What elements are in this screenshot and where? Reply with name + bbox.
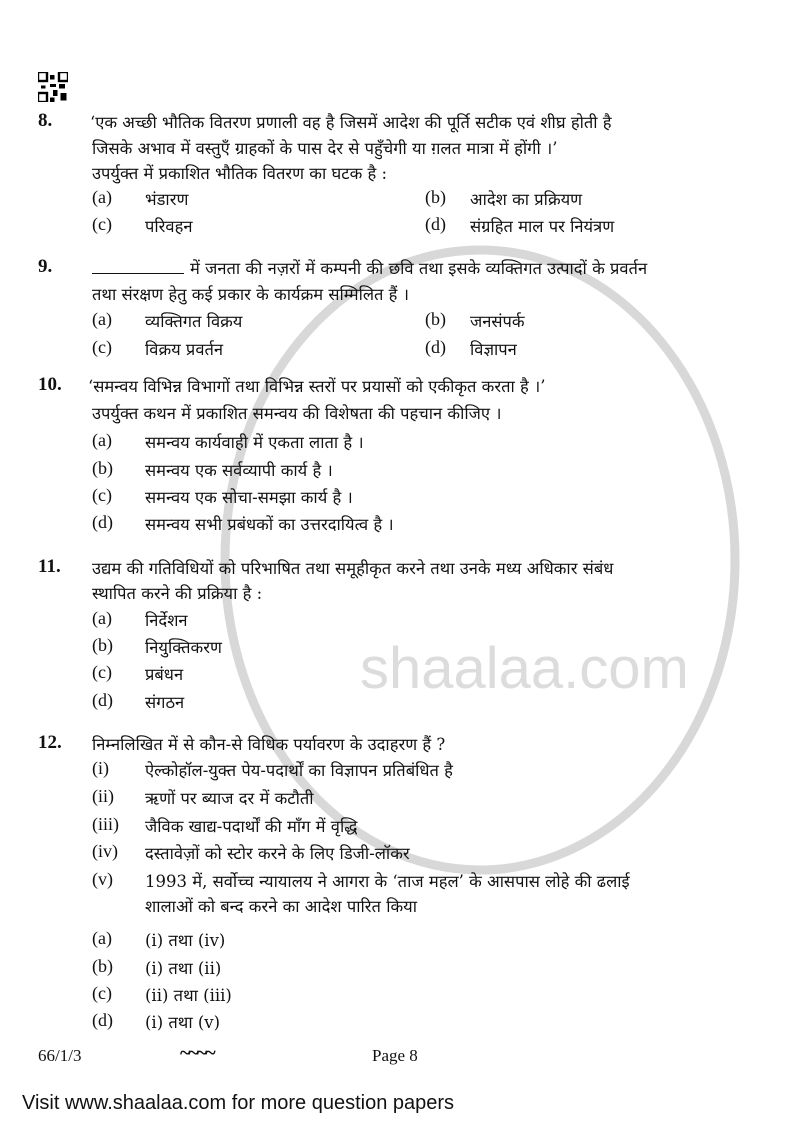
- statement-label: (iv): [92, 841, 118, 861]
- option-text: संगठन: [145, 693, 185, 712]
- option-label: (d): [425, 337, 446, 357]
- option-text: आदेश का प्रक्रियण: [470, 190, 583, 209]
- option-label: (b): [425, 309, 446, 329]
- option-label: (c): [92, 214, 112, 234]
- option-label: (d): [92, 1010, 113, 1030]
- option-label: (c): [92, 485, 112, 505]
- option-text: व्यक्तिगत विक्रय: [145, 312, 243, 331]
- visit-link-text[interactable]: Visit www.shaalaa.com for more question papers: [22, 1092, 455, 1114]
- statement-text: दस्तावेज़ों को स्टोर करने के लिए डिजी-लॉकर: [145, 844, 410, 863]
- option-text: समन्वय कार्यवाही में एकता लाता है ।: [145, 433, 364, 452]
- option-label: (b): [425, 187, 446, 207]
- statement-text: 1993 में, सर्वोच्च न्यायालय ने आगरा के ‘ताज महल’ के आसपास लोहे की ढलाई: [145, 872, 630, 891]
- question-text: उद्यम की गतिविधियों को परिभाषित तथा समूहीकृत करने तथा उनके मध्य अधिकार संबंध: [92, 559, 614, 578]
- option-label: (a): [92, 928, 112, 948]
- option-text: विक्रय प्रवर्तन: [145, 340, 224, 359]
- qr-code-icon: [38, 72, 68, 102]
- question-number: 10.: [38, 374, 62, 395]
- option-label: (b): [92, 635, 113, 655]
- option-label: (b): [92, 458, 113, 478]
- statement-label: (iii): [92, 814, 119, 834]
- question-text: निम्नलिखित में से कौन-से विधिक पर्यावरण के उदाहरण हैं ?: [92, 735, 446, 754]
- question-text: स्थापित करने की प्रक्रिया है :: [92, 584, 263, 603]
- footer-ornament: ~~~~: [180, 1042, 214, 1064]
- option-label: (a): [92, 430, 112, 450]
- option-text: समन्वय सभी प्रबंधकों का उत्तरदायित्व है ।: [145, 515, 394, 534]
- statement-text: शालाओं को बन्द करने का आदेश पारित किया: [145, 897, 417, 916]
- option-label: (d): [425, 214, 446, 234]
- option-text: प्रबंधन: [145, 665, 184, 684]
- option-text: (ii) तथा (iii): [145, 986, 232, 1005]
- option-label: (b): [92, 956, 113, 976]
- question-text: उपर्युक्त कथन में प्रकाशित समन्वय की विशेषता की पहचान कीजिए ।: [92, 404, 502, 423]
- option-label: (c): [92, 662, 112, 682]
- question-number: 8.: [38, 110, 53, 131]
- question-text: में जनता की नज़रों में कम्पनी की छवि तथा इसके व्यक्तिगत उत्पादों के प्रवर्तन: [190, 259, 648, 278]
- option-text: परिवहन: [145, 217, 193, 236]
- option-text: (i) तथा (v): [145, 1013, 221, 1032]
- option-label: (a): [92, 608, 112, 628]
- option-text: भंडारण: [145, 190, 189, 209]
- option-text: (i) तथा (ii): [145, 959, 222, 978]
- question-text: तथा संरक्षण हेतु कई प्रकार के कार्यक्रम सम्मिलित हैं ।: [92, 285, 409, 304]
- option-text: नियुक्तिकरण: [145, 638, 222, 657]
- watermark-text: shaalaa.com: [360, 636, 689, 701]
- option-text: (i) तथा (iv): [145, 931, 226, 950]
- option-text: समन्वय एक सोचा-समझा कार्य है ।: [145, 488, 353, 507]
- statement-text: ऋणों पर ब्याज दर में कटौती: [145, 789, 314, 808]
- question-text: उपर्युक्त में प्रकाशित भौतिक वितरण का घटक है :: [92, 164, 388, 183]
- option-label: (d): [92, 512, 113, 532]
- option-text: जनसंपर्क: [470, 312, 525, 331]
- question-number: 11.: [38, 556, 61, 577]
- fill-blank: [92, 273, 184, 274]
- option-label: (d): [92, 690, 113, 710]
- statement-label: (i): [92, 758, 109, 778]
- option-label: (c): [92, 983, 112, 1003]
- question-text: ‘समन्वय विभिन्न विभागों तथा विभिन्न स्तरों पर प्रयासों को एकीकृत करता है ।’: [88, 377, 546, 396]
- statement-label: (v): [92, 869, 113, 889]
- question-number: 12.: [38, 732, 62, 753]
- question-number: 9.: [38, 256, 53, 277]
- option-label: (c): [92, 337, 112, 357]
- option-text: समन्वय एक सर्वव्यापी कार्य है ।: [145, 461, 333, 480]
- statement-label: (ii): [92, 786, 114, 806]
- question-text: जिसके अभाव में वस्तुएँ ग्राहकों के पास देर से पहुँचेगी या ग़लत मात्रा में होंगी ।’: [92, 139, 558, 158]
- option-label: (a): [92, 187, 112, 207]
- option-text: विज्ञापन: [470, 340, 517, 359]
- question-text: ‘एक अच्छी भौतिक वितरण प्रणाली वह है जिसमें आदेश की पूर्ति सटीक एवं शीघ्र होती है: [90, 113, 612, 132]
- statement-text: जैविक खाद्य-पदार्थों की माँग में वृद्धि: [145, 817, 358, 836]
- option-text: निर्देशन: [145, 611, 188, 630]
- statement-text: ऐल्कोहॉल-युक्त पेय-पदार्थों का विज्ञापन प्रतिबंधित है: [145, 761, 453, 780]
- option-text: संग्रहित माल पर नियंत्रण: [470, 217, 615, 236]
- page-number: Page 8: [372, 1046, 418, 1065]
- option-label: (a): [92, 309, 112, 329]
- paper-code: 66/1/3: [38, 1046, 82, 1065]
